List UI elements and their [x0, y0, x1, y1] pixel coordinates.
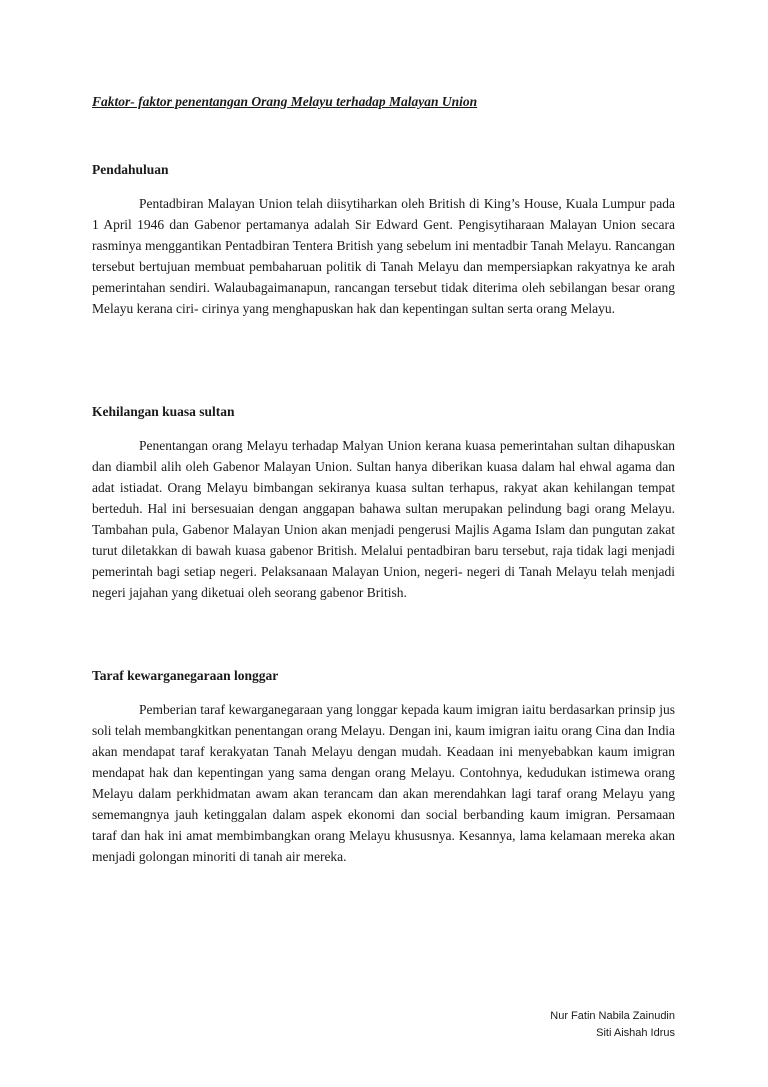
- section-heading: Kehilangan kuasa sultan: [92, 404, 235, 419]
- section-heading: Pendahuluan: [92, 162, 169, 177]
- section-taraf-kewarganegaraan: [92, 667, 675, 867]
- author-signature-block: [550, 1008, 675, 1042]
- author-name: Nur Fatin Nabila Zainudin: [550, 1010, 675, 1022]
- section-paragraph: Pemberian taraf kewarganegaraan yang longgar kepada kaum imigran iaitu berdasarkan prinsip jus soli telah membangkitkan penentangan orang Melayu. Dengan ini, kaum imigran iaitu orang Cina dan India akan mendapat taraf kerakyatan Tanah Melayu dengan mudah. Keadaan ini menyebabkan kaum imigran mendapat hak dan kepentingan yang sama dengan orang Melayu. Contohnya, kedudukan istimewa orang Melayu dalam perkhidmatan awam akan terancam dan akan merendahkan lagi taraf orang Melayu yang sememangnya jauh ketinggalan dalam aspek ekonomi dan social berbanding kaum imigran. Persamaan taraf dan hak ini amat membimbangkan orang Melayu khususnya. Kesannya, lama kelamaan mereka akan menjadi golongan minoriti di tanah air mereka.: [92, 702, 675, 864]
- section-paragraph: Pentadbiran Malayan Union telah diisytiharkan oleh British di King’s House, Kuala Lumpur pada 1 April 1946 dan Gabenor pertamanya adalah Sir Edward Gent. Pengisytiharaan Malayan Union secara rasminya menggantikan Pentadbiran Tentera British yang sebelum ini mentadbir Tanah Melayu. Rancangan tersebut bertujuan membuat pembaharuan politik di Tanah Melayu dan mempersiapkan rakyatnya ke arah pemerintahan sendiri. Walaubagaimanapun, rancangan tersebut tidak diterima oleh sebilangan besar orang Melayu kerana ciri- cirinya yang menghapuskan hak dan kepentingan sultan serta orang Melayu.: [92, 196, 675, 316]
- document-title: Faktor- faktor penentangan Orang Melayu terhadap Malayan Union: [92, 94, 478, 109]
- section-kehilangan-kuasa-sultan: [92, 403, 675, 603]
- section-pendahuluan: [92, 161, 675, 319]
- section-heading: Taraf kewarganegaraan longgar: [92, 668, 279, 683]
- section-paragraph: Penentangan orang Melayu terhadap Malyan Union kerana kuasa pemerintahan sultan dihapuskan dan diambil alih oleh Gabenor Malayan Union. Sultan hanya diberikan kuasa dalam hal ehwal agama dan adat istiadat. Orang Melayu bimbangan sekiranya kuasa sultan terhapus, rakyat akan kehilangan tempat berteduh. Hal ini bersesuaian dengan anggapan bahawa sultan merupakan pelindung bagi orang Melayu. Tambahan pula, Gabenor Malayan Union akan menjadi pengerusi Majlis Agama Islam dan pungutan zakat turut diletakkan di bawah kuasa gabenor British. Melalui pentadbiran baru tersebut, raja tidak lagi menjadi pemerintah bagi setiap negeri. Pelaksanaan Malayan Union, negeri- negeri di Tanah Melayu telah menjadi negeri jajahan yang diketuai oleh seorang gabenor British.: [92, 438, 675, 600]
- author-name: Siti Aishah Idrus: [596, 1027, 675, 1039]
